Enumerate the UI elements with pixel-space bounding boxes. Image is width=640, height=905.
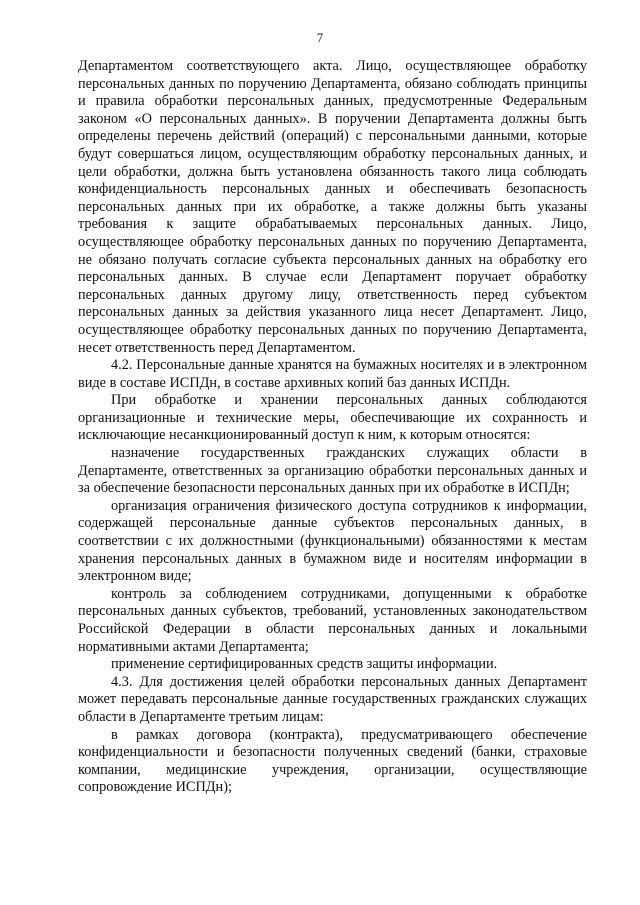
list-item-compliance-control: контроль за соблюдением сотрудниками, допущенными к обработке персональных данных субъектов, требований, установленных законодательством Российской Федерации в области персональных данных и локальными нормативными актами Департамента; xyxy=(78,585,587,655)
page-number: 7 xyxy=(316,30,324,45)
list-item-appointment: назначение государственных гражданских служащих области в Департаменте, ответственных за организацию обработки персональных данных и за обеспечение безопасности персональных данных при их обработке в ИСПДн; xyxy=(78,445,587,497)
paragraph-4-2: 4.2. Персональные данные хранятся на бумажных носителях и в электронном виде в составе ИСПДн, в составе архивных копий баз данных ИСПДн. xyxy=(78,357,587,391)
paragraph-continuation: Департаментом соответствующего акта. Лицо, осуществляющее обработку персональных данных по поручению Департамента, обязано соблюдать принципы и правила обработки персональных данных, предусмотренные Федеральным законом «О персональных данных». В поручении Департамента должны быть определены перечень действий (операций) с персональными данными, которые будут совершаться лицом, осуществляющим обработку персональных данных, и цели обработки, должна быть установлена обязанность такого лица соблюдать конфиденциальность персональных данных и обеспечивать безопасность персональных данных при их обработке, а также должны быть указаны требования к защите обрабатываемых персональных данных. Лицо, осуществляющее обработку персональных данных по поручению Департамента, не обязано получать согласие субъекта персональных данных на обработку его персональных данных. В случае если Департамент поручает обработку персональных данных другому лицу, ответственность перед субъектом персональных данных за действия указанного лица несет Департамент. Лицо, осуществляющее обработку персональных данных по поручению Департамента, несет ответственность перед Департаментом. xyxy=(78,58,587,356)
list-item-certified-tools: применение сертифицированных средств защиты информации. xyxy=(111,656,498,673)
list-item-contract: в рамках договора (контракта), предусматривающего обеспечение конфиденциальности и безопасности полученных сведений (банки, страховые компании, медицинские учреждения, организации, осуществляющие сопровождение ИСПДн); xyxy=(78,726,587,796)
paragraph-measures-intro: При обработке и хранении персональных данных соблюдаются организационные и технические меры, обеспечивающие их сохранность и исключающие несанкционированный доступ к ним, к которым относятся: xyxy=(78,392,587,444)
paragraph-4-3: 4.3. Для достижения целей обработки персональных данных Департамент может передавать персональные данные государственных гражданских служащих области в Департаменте третьим лицам: xyxy=(78,673,587,725)
list-item-access-restriction: организация ограничения физического доступа сотрудников к информации, содержащей персональные данные субъектов персональных данных, в соответствии с их должностными (функциональными) обязанностями к местам хранения персональных данных в бумажном виде и носителям информации в электронном виде; xyxy=(78,497,587,585)
document-body xyxy=(78,58,587,797)
